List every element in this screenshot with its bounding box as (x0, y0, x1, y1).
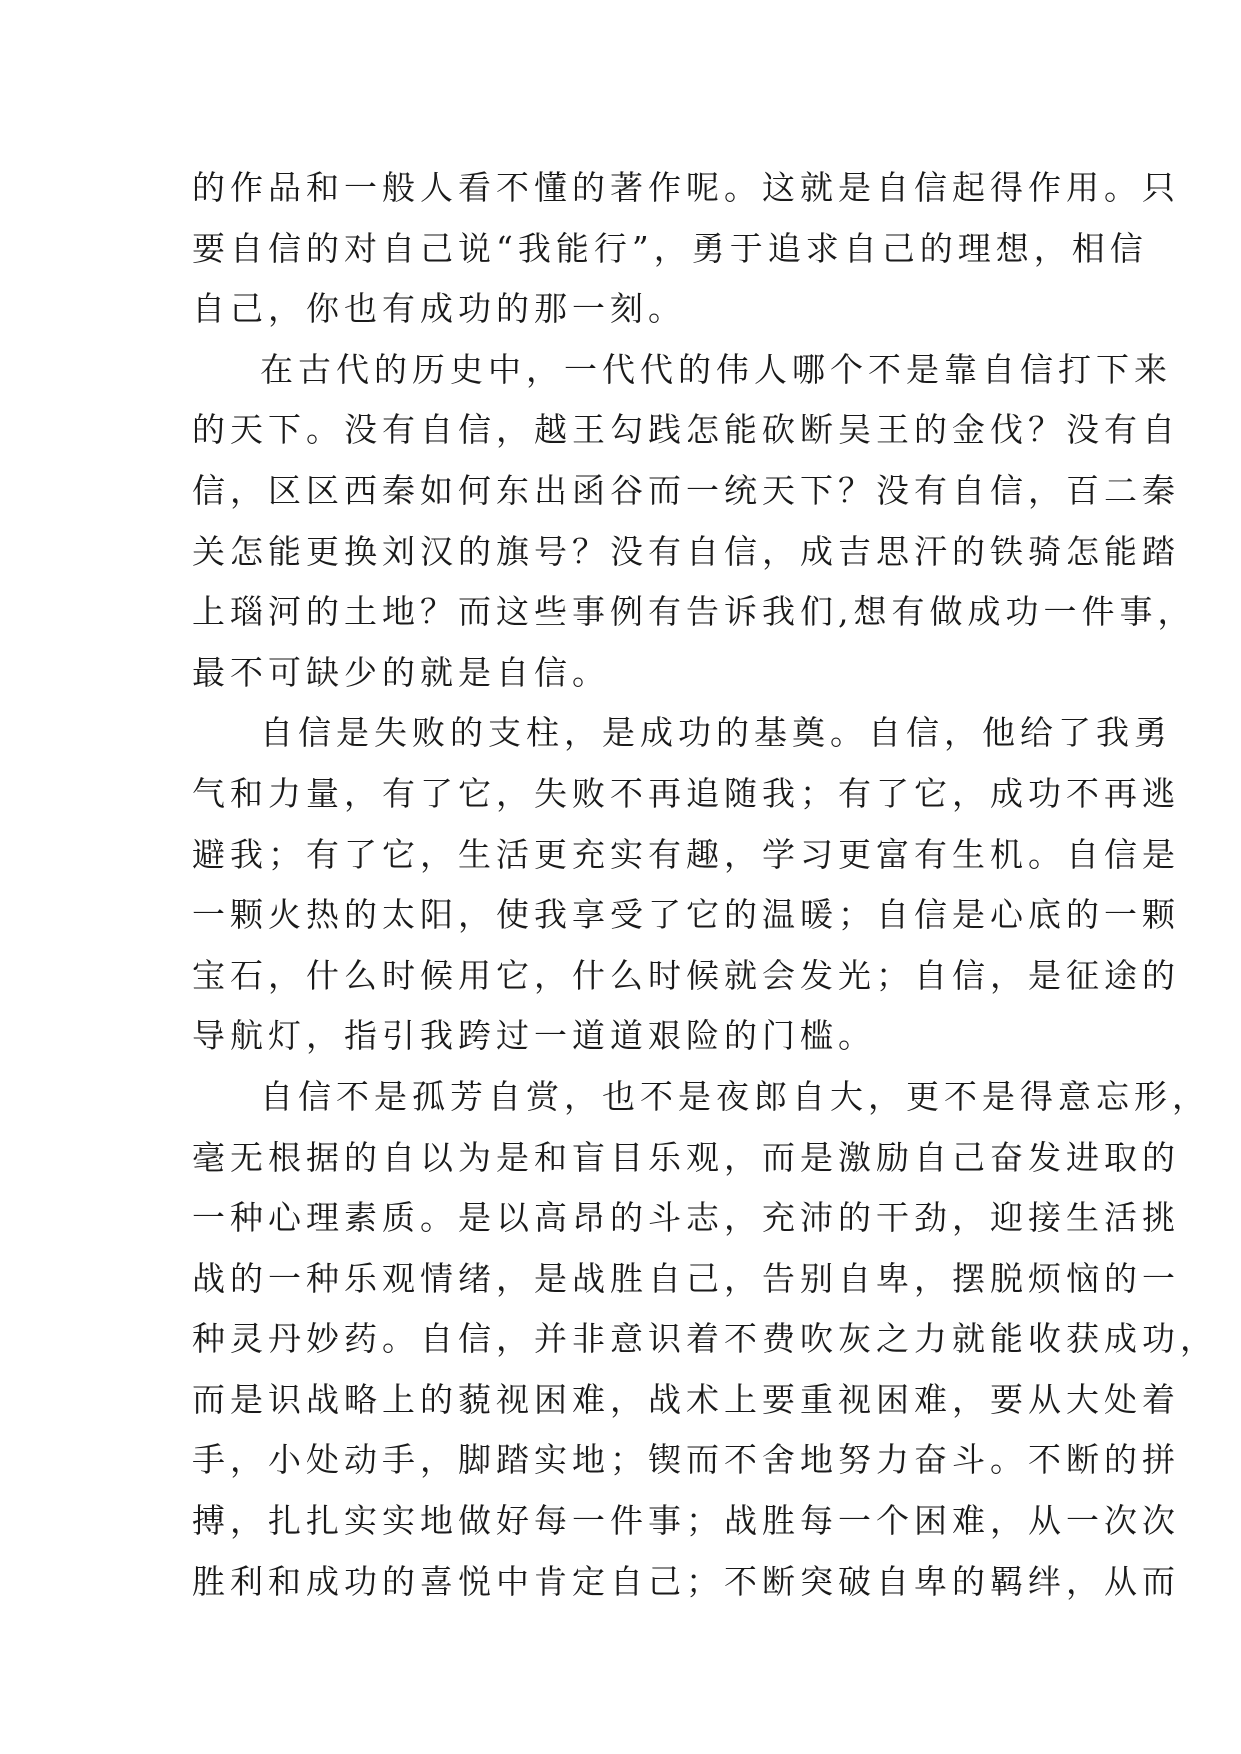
text-line: 关怎能更换刘汉的旗号？没有自信，成吉思汗的铁骑怎能踏 (192, 531, 1180, 571)
text-line: 的作品和一般人看不懂的著作呢。这就是自信起得作用。只 (192, 168, 1180, 207)
paragraph-first-line: 自信不是孤芳自赏，也不是夜郎自大，更不是得意忘形， (260, 1076, 1210, 1116)
text-line: 自己，你也有成功的那一刻。 (192, 289, 686, 329)
text-line: 宝石，什么时候用它，什么时候就会发光；自信，是征途的 (192, 955, 1180, 995)
text-line: 战的一种乐观情绪，是战胜自己，告别自卑，摆脱烦恼的一 (192, 1258, 1180, 1298)
text-line: 信，区区西秦如何东出函谷而一统天下？没有自信，百二秦 (192, 470, 1180, 510)
text-line: 避我；有了它，生活更充实有趣，学习更富有生机。自信是 (192, 834, 1180, 874)
paragraph-first-line: 在古代的历史中，一代代的伟人哪个不是靠自信打下来 (260, 349, 1172, 389)
text-line: 上瑙河的土地？而这些事例有告诉我们,想有做成功一件事， (192, 592, 1196, 632)
paragraph-first-line: 自信是失败的支柱，是成功的基奠。自信，他给了我勇 (260, 713, 1172, 753)
text-line: 胜利和成功的喜悦中肯定自己；不断突破自卑的羁绊，从而 (192, 1561, 1180, 1601)
text-line: 的天下。没有自信，越王勾践怎能砍断吴王的金伐？没有自 (192, 410, 1180, 450)
text-line: 一颗火热的太阳，使我享受了它的温暖；自信是心底的一颗 (192, 895, 1180, 935)
text-line: 一种心理素质。是以高昂的斗志，充沛的干劲，迎接生活挑 (192, 1198, 1180, 1238)
text-line: 手，小处动手，脚踏实地；锲而不舍地努力奋斗。不断的拼 (192, 1440, 1180, 1480)
text-line: 气和力量，有了它，失败不再追随我；有了它，成功不再逃 (192, 773, 1180, 813)
text-line: 而是识战略上的藐视困难，战术上要重视困难，要从大处着 (192, 1379, 1180, 1419)
text-line: 种灵丹妙药。自信，并非意识着不费吹灰之力就能收获成功， (192, 1319, 1218, 1359)
body-text (192, 158, 1218, 1612)
text-line: 导航灯，指引我跨过一道道艰险的门槛。 (192, 1016, 876, 1056)
text-line: 搏，扎扎实实地做好每一件事；战胜每一个困难，从一次次 (192, 1501, 1180, 1541)
text-line: 毫无根据的自以为是和盲目乐观，而是激励自己奋发进取的 (192, 1137, 1180, 1177)
text-line: 要自信的对自己说“我能行”，勇于追求自己的理想，相信 (192, 228, 1148, 268)
text-line: 最不可缺少的就是自信。 (192, 652, 610, 692)
